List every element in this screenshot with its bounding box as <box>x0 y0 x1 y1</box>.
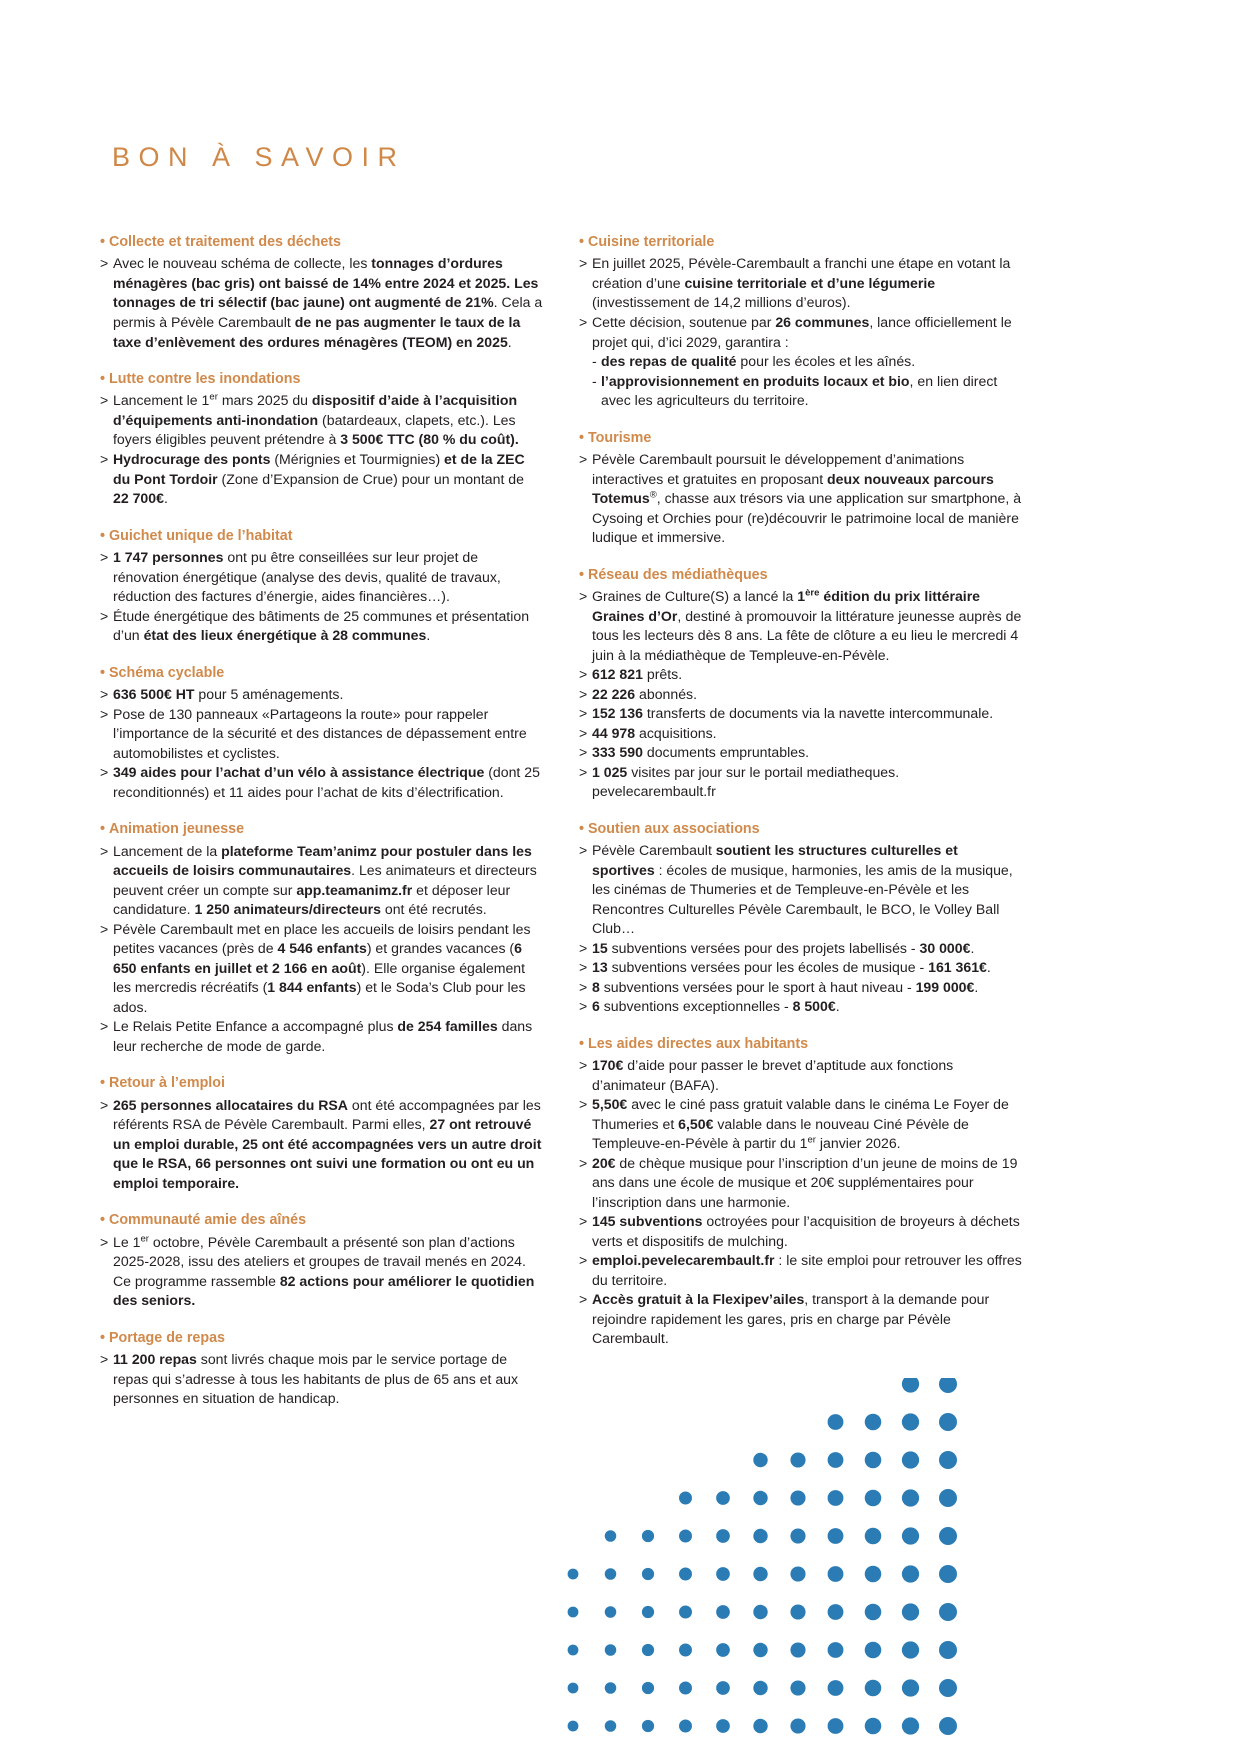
list-item-text: 8 subventions versées pour le sport à haut niveau - 199 000€. <box>592 978 979 995</box>
chevron-right-icon: > <box>100 255 109 272</box>
content-columns <box>100 232 1140 1426</box>
chevron-right-icon: > <box>100 392 109 409</box>
chevron-right-icon: > <box>579 978 588 995</box>
list-item <box>100 1350 543 1409</box>
chevron-right-icon: > <box>579 939 588 956</box>
section-title-text: Guichet unique de l’habitat <box>109 527 293 544</box>
chevron-right-icon: > <box>100 686 109 702</box>
decorative-dot <box>865 1718 882 1735</box>
section-lutte-contre-les-inondations <box>100 369 543 509</box>
list-item <box>100 763 543 802</box>
chevron-right-icon: > <box>579 705 588 722</box>
section-title-text: Collecte et traitement des déchets <box>109 234 342 250</box>
list-item-text: Pévèle Carembault poursuit le développement d’animations interactives et gratuites en proposant deux nouveaux parcours Totemus®, chasse aux trésors via une application sur smartphone, à Cysoing et Orchies pour (re)découvrir le patrimoine local de manière ludique et immersive. <box>592 451 1022 546</box>
right-column <box>579 232 1022 1426</box>
decorative-dot <box>568 1569 579 1580</box>
list-item-text: 152 136 transferts de documents via la navette intercommunale. <box>592 705 994 722</box>
decorative-dot <box>902 1679 919 1696</box>
decorative-dot <box>902 1378 919 1393</box>
decorative-dot <box>902 1603 919 1620</box>
decorative-dot <box>568 1645 579 1656</box>
list-item <box>100 254 543 352</box>
decorative-dot <box>790 1604 805 1619</box>
bullet-dot-icon: • <box>579 429 585 446</box>
section-heading <box>579 1034 1022 1055</box>
decorative-dot <box>679 1720 692 1733</box>
bullet-dot-icon: • <box>579 234 585 250</box>
dash-bullet-icon: - <box>592 372 597 389</box>
list-item-text: 145 subventions octroyées pour l’acquisition de broyeurs à déchets verts et dispositifs de mulching. <box>592 1213 1020 1249</box>
section-heading <box>100 232 543 253</box>
bullet-dot-icon: • <box>579 1035 585 1052</box>
list-item <box>579 665 1022 685</box>
section-tourisme <box>579 428 1022 548</box>
section-heading <box>100 819 543 840</box>
decorative-dot <box>753 1453 767 1467</box>
chevron-right-icon: > <box>579 1213 588 1230</box>
section-heading <box>100 526 543 547</box>
decorative-dot <box>902 1717 919 1734</box>
list-item-text: 636 500€ HT pour 5 aménagements. <box>113 686 344 702</box>
decorative-dot <box>716 1719 730 1733</box>
decorative-dot <box>753 1681 767 1695</box>
list-item-text: Pévèle Carembault met en place les accueils de loisirs pendant les petites vacances (près de 4 546 enfants) et grandes vacances (6 650 enfants en juillet et 2 166 en août). Elle organise également les mercredis récréatifs (1 844 enfants) et le Soda’s Club pour les ados. <box>113 920 531 1015</box>
decorative-dot <box>939 1527 957 1545</box>
list-item <box>100 685 543 705</box>
dot-pattern-svg <box>560 1378 980 1754</box>
chevron-right-icon: > <box>100 548 109 565</box>
chevron-right-icon: > <box>100 764 109 781</box>
list-item <box>579 1095 1022 1154</box>
list-item <box>100 1233 543 1311</box>
list-item-text: 15 subventions versées pour des projets labellisés - 30 000€. <box>592 939 975 956</box>
list-item <box>100 1096 543 1194</box>
section-portage-de-repas <box>100 1328 543 1409</box>
section-guichet-unique-de-l-habitat <box>100 526 543 646</box>
list-item-text: 1 025 visites par jour sur le portail mediatheques. pevelecarembault.fr <box>592 763 900 800</box>
chevron-right-icon: > <box>579 744 588 761</box>
decorative-dot <box>865 1642 882 1659</box>
decorative-dot <box>828 1642 844 1658</box>
decorative-dot <box>902 1565 919 1582</box>
decorative-dot <box>753 1643 767 1657</box>
list-item <box>100 842 543 920</box>
list-item-text: 6 subventions exceptionnelles - 8 500€. <box>592 998 840 1015</box>
decorative-dot <box>753 1567 767 1581</box>
section-title-text: Retour à l’emploi <box>109 1075 225 1092</box>
chevron-right-icon: > <box>579 1096 588 1113</box>
bullet-dot-icon: • <box>100 821 106 838</box>
decorative-dot <box>716 1529 730 1543</box>
section-retour-a-l-emploi <box>100 1073 543 1193</box>
section-title-text: Tourisme <box>588 429 652 446</box>
decorative-dot <box>679 1644 692 1657</box>
list-item <box>579 939 1022 959</box>
chevron-right-icon: > <box>579 763 588 780</box>
sub-list-item-text: des repas de qualité pour les écoles et les aînés. <box>601 353 916 370</box>
section-heading <box>579 428 1022 449</box>
section-title-text: Soutien aux associations <box>588 820 760 837</box>
decorative-dot <box>939 1679 957 1697</box>
list-item-text: 1 747 personnes ont pu être conseillées sur leur projet de rénovation énergétique (analyse des devis, qualité de travaux, réduction des factures d’énergie, aides financières…). <box>113 548 501 605</box>
section-title-text: Cuisine territoriale <box>588 234 715 250</box>
decorative-dot <box>679 1682 692 1695</box>
chevron-right-icon: > <box>100 842 109 859</box>
section-title-text: Schéma cyclable <box>109 664 225 681</box>
decorative-dot <box>679 1530 692 1543</box>
decorative-dot <box>865 1414 882 1431</box>
chevron-right-icon: > <box>100 705 109 722</box>
list-item <box>579 743 1022 763</box>
decorative-dot <box>790 1642 805 1657</box>
decorative-dot <box>902 1527 919 1544</box>
decorative-dot <box>642 1530 654 1542</box>
list-item <box>579 724 1022 744</box>
decorative-dot <box>716 1681 730 1695</box>
decorative-dot <box>605 1682 617 1694</box>
page-title: BON À SAVOIR <box>112 142 406 173</box>
decorative-dot <box>902 1413 919 1430</box>
decorative-dot <box>828 1604 844 1620</box>
chevron-right-icon: > <box>579 1057 588 1074</box>
section-communaute-amie-des-aines <box>100 1210 543 1311</box>
list-item-text: Graines de Culture(S) a lancé la 1ère édition du prix littéraire Graines d’Or, destiné à promouvoir la littérature jeunesse auprès de tous les lecteurs dès 8 ans. La fête de clôture a eu lieu le mercredi 4 juin à la médiathèque de Templeuve-en-Pévèle. <box>592 587 1022 663</box>
list-item <box>579 1212 1022 1251</box>
decorative-dot <box>716 1643 730 1657</box>
chevron-right-icon: > <box>579 1252 588 1269</box>
list-item-text: 612 821 prêts. <box>592 666 683 683</box>
decorative-dot <box>902 1489 919 1506</box>
section-heading <box>100 1073 543 1094</box>
chevron-right-icon: > <box>579 959 588 976</box>
section-cuisine-territoriale <box>579 232 1022 411</box>
chevron-right-icon: > <box>579 588 588 605</box>
bullet-dot-icon: • <box>100 664 106 681</box>
list-item-text: 13 subventions versées pour les écoles de musique - 161 361€. <box>592 959 991 976</box>
list-item-text: 333 590 documents empruntables. <box>592 744 810 761</box>
decorative-dot <box>679 1492 692 1505</box>
section-heading <box>100 1210 543 1231</box>
chevron-right-icon: > <box>579 724 588 741</box>
sub-list-item <box>592 372 1022 411</box>
list-item <box>579 763 1022 802</box>
list-item <box>579 1154 1022 1213</box>
list-item-text: En juillet 2025, Pévèle-Carembault a franchi une étape en votant la création d’une cuisine territoriale et d’une légumerie (investissement de 14,2 millions d’euros). <box>592 255 1011 311</box>
bullet-dot-icon: • <box>100 1075 106 1092</box>
section-heading <box>579 232 1022 253</box>
decorative-dot <box>790 1490 805 1505</box>
section-schema-cyclable <box>100 663 543 803</box>
section-heading <box>100 663 543 684</box>
decorative-dot <box>939 1717 957 1735</box>
section-heading <box>579 565 1022 586</box>
list-item-text: 5,50€ avec le ciné pass gratuit valable dans le cinéma Le Foyer de Thumeries et 6,50€ valable dans le nouveau Ciné Pévèle de Templeuve-en-Pévèle à partir du 1er janvier 2026. <box>592 1096 1009 1152</box>
list-item-text: Avec le nouveau schéma de collecte, les tonnages d’ordures ménagères (bac gris) ont baissé de 14% entre 2024 et 2025. Les tonnages de tri sélectif (bac jaune) ont augmenté de 21%. Cela a permis à Pévèle Carembault de ne pas augmenter le taux de la taxe d’enlèvement des ordures ménagères (TEOM) en 2025. <box>113 255 543 350</box>
left-column <box>100 232 543 1426</box>
decorative-dot <box>642 1644 654 1656</box>
decorative-dot <box>828 1414 844 1430</box>
decorative-dot <box>790 1566 805 1581</box>
chevron-right-icon: > <box>100 607 109 624</box>
section-soutien-aux-associations <box>579 819 1022 1017</box>
bullet-dot-icon: • <box>100 527 106 544</box>
decorative-dot <box>828 1566 844 1582</box>
sub-list-item <box>592 352 1022 372</box>
decorative-dot <box>828 1490 844 1506</box>
section-heading <box>100 1328 543 1349</box>
chevron-right-icon: > <box>100 451 109 467</box>
chevron-right-icon: > <box>579 842 588 859</box>
chevron-right-icon: > <box>100 1018 109 1035</box>
list-item <box>579 587 1022 665</box>
list-item <box>579 704 1022 724</box>
bullet-dot-icon: • <box>100 371 106 388</box>
chevron-right-icon: > <box>100 920 109 937</box>
decorative-dot <box>939 1451 957 1469</box>
bullet-dot-icon: • <box>579 566 585 583</box>
decorative-dot <box>642 1720 654 1732</box>
list-item <box>100 450 543 509</box>
section-title-text: Réseau des médiathèques <box>588 566 768 583</box>
chevron-right-icon: > <box>579 255 588 272</box>
list-item-text: 20€ de chèque musique pour l’inscription d’un jeune de moins de 19 ans dans une école de musique et 20€ supplémentaires pour l’inscription dans une harmonie. <box>592 1154 1018 1210</box>
decorative-dot <box>828 1528 844 1544</box>
decorative-dot <box>828 1680 844 1696</box>
chevron-right-icon: > <box>579 685 588 702</box>
decorative-dot <box>716 1605 730 1619</box>
decorative-dot <box>902 1451 919 1468</box>
decorative-dot <box>828 1718 844 1734</box>
section-animation-jeunesse <box>100 819 543 1056</box>
list-item <box>100 548 543 607</box>
list-item-text: Étude énergétique des bâtiments de 25 communes et présentation d’un état des lieux énergétique à 28 communes. <box>113 607 530 644</box>
list-item-text: 170€ d’aide pour passer le brevet d’aptitude aux fonctions d’animateur (BAFA). <box>592 1057 954 1093</box>
decorative-dot <box>568 1721 579 1732</box>
decorative-dot <box>939 1413 957 1431</box>
list-item-text: Lancement le 1er mars 2025 du dispositif d’aide à l’acquisition d’équipements anti-inondation (batardeaux, clapets, etc.). Les foyers éligibles peuvent prétendre à 3 500€ TTC (80 % du coût). <box>113 391 519 448</box>
decorative-dot <box>865 1680 882 1697</box>
decorative-dot <box>605 1606 617 1618</box>
list-item <box>579 997 1022 1017</box>
list-item <box>579 254 1022 313</box>
list-item-text: Cette décision, soutenue par 26 communes, lance officiellement le projet qui, d’ici 2029, garantira : <box>592 313 1012 350</box>
chevron-right-icon: > <box>579 313 588 330</box>
decorative-dot <box>939 1378 957 1393</box>
decorative-dot <box>642 1568 654 1580</box>
decorative-dot <box>790 1528 805 1543</box>
list-item-text: Accès gratuit à la Flexipev’ailes, transport à la demande pour rejoindre rapidement les gares, pris en charge par Pévèle Carembault. <box>592 1291 990 1347</box>
section-reseau-des-mediatheques <box>579 565 1022 802</box>
dot-pattern-graphic <box>560 1378 980 1754</box>
list-item <box>100 391 543 450</box>
list-item <box>579 958 1022 978</box>
decorative-dot <box>679 1568 692 1581</box>
decorative-dot <box>568 1683 579 1694</box>
decorative-dot <box>902 1641 919 1658</box>
section-collecte-et-traitement-des-dechets <box>100 232 543 352</box>
decorative-dot <box>939 1565 957 1583</box>
list-item-text: emploi.pevelecarembault.fr : le site emploi pour retrouver les offres du territoire. <box>592 1252 1022 1288</box>
decorative-dot <box>716 1491 730 1505</box>
decorative-dot <box>753 1529 767 1543</box>
list-item <box>579 313 1022 352</box>
decorative-dot <box>605 1568 617 1580</box>
list-item <box>100 607 543 646</box>
section-heading <box>579 819 1022 840</box>
chevron-right-icon: > <box>579 666 588 683</box>
list-item-text: Pévèle Carembault soutient les structures culturelles et sportives : écoles de musique, harmonies, les amis de la musique, les cinémas de Thumeries et de Templeuve-en-Pévèle et les Rencontres Culturelles Pévèle Carembault, le BCO, le Volley Ball Club… <box>592 842 1013 937</box>
list-item <box>579 1290 1022 1349</box>
section-title-text: Communauté amie des aînés <box>109 1212 307 1229</box>
decorative-dot <box>939 1641 957 1659</box>
decorative-dot <box>605 1720 617 1732</box>
bullet-dot-icon: • <box>100 1329 106 1346</box>
section-heading <box>100 369 543 390</box>
list-item-text: Le 1er octobre, Pévèle Carembault a présenté son plan d’actions 2025-2028, issu des ateliers et groupes de travail menés en 2024. Ce programme rassemble 82 actions pour améliorer le quotidien des seniors. <box>113 1232 535 1309</box>
list-item-text: Lancement de la plateforme Team’animz pour postuler dans les accueils de loisirs communautaires. Les animateurs et directeurs peuvent créer un compte sur app.teamanimz.fr et déposer leur candidature. 1 250 animateurs/directeurs ont été recrutés. <box>113 842 537 918</box>
decorative-dot <box>605 1530 617 1542</box>
decorative-dot <box>865 1566 882 1583</box>
list-item <box>100 705 543 764</box>
dash-bullet-icon: - <box>592 353 597 370</box>
chevron-right-icon: > <box>100 1233 109 1250</box>
list-item <box>579 1056 1022 1095</box>
decorative-dot <box>939 1603 957 1621</box>
decorative-dot <box>716 1567 730 1581</box>
bullet-dot-icon: • <box>100 234 106 250</box>
chevron-right-icon: > <box>579 1154 588 1171</box>
decorative-dot <box>568 1607 579 1618</box>
decorative-dot <box>790 1680 805 1695</box>
decorative-dot <box>605 1644 617 1656</box>
decorative-dot <box>865 1452 882 1469</box>
chevron-right-icon: > <box>579 998 588 1015</box>
chevron-right-icon: > <box>579 1291 588 1308</box>
decorative-dot <box>642 1606 654 1618</box>
decorative-dot <box>865 1528 882 1545</box>
decorative-dot <box>828 1452 844 1468</box>
list-item <box>579 978 1022 998</box>
list-item <box>100 1017 543 1056</box>
decorative-dot <box>679 1606 692 1619</box>
decorative-dot <box>865 1490 882 1507</box>
decorative-dot <box>753 1605 767 1619</box>
chevron-right-icon: > <box>579 451 588 467</box>
list-item <box>579 841 1022 939</box>
list-item-text: Pose de 130 panneaux «Partageons la route» pour rappeler l’importance de la sécurité et des distances de dépassement entre automobilistes et cyclistes. <box>113 705 527 761</box>
decorative-dot <box>642 1682 654 1694</box>
list-item-text: 22 226 abonnés. <box>592 685 698 702</box>
decorative-dot <box>753 1491 767 1505</box>
list-item-text: 44 978 acquisitions. <box>592 724 717 741</box>
section-title-text: Les aides directes aux habitants <box>588 1035 809 1052</box>
bullet-dot-icon: • <box>579 820 585 837</box>
decorative-dot <box>790 1452 805 1467</box>
list-item <box>579 685 1022 705</box>
list-item-text: 11 200 repas sont livrés chaque mois par le service portage de repas qui s’adresse à tous les habitants de plus de 65 ans et aux personnes en situation de handicap. <box>113 1351 519 1407</box>
decorative-dot <box>753 1719 767 1733</box>
list-item <box>100 920 543 1018</box>
section-title-text: Animation jeunesse <box>109 821 245 838</box>
chevron-right-icon: > <box>100 1096 109 1113</box>
list-item-text: Hydrocurage des ponts (Mérignies et Tourmignies) et de la ZEC du Pont Tordoir (Zone d’Expansion de Crue) pour un montant de 22 700€. <box>113 451 525 507</box>
list-item <box>579 450 1022 548</box>
decorative-dot <box>865 1604 882 1621</box>
section-les-aides-directes-aux-habitants <box>579 1034 1022 1349</box>
section-title-text: Portage de repas <box>109 1329 226 1346</box>
list-item-text: 265 personnes allocataires du RSA ont été accompagnées par les référents RSA de Pévèle Carembault. Parmi elles, 27 ont retrouvé un emploi durable, 25 ont été accompagnées vers un autre droit que le RSA, 66 personnes ont suivi une formation ou ont eu un emploi temporaire. <box>113 1096 542 1191</box>
decorative-dot <box>790 1718 805 1733</box>
section-title-text: Lutte contre les inondations <box>109 371 301 388</box>
list-item <box>579 1251 1022 1290</box>
sub-list-item-text: l’approvisionnement en produits locaux et bio, en lien direct avec les agriculteurs du territoire. <box>601 372 998 409</box>
bullet-dot-icon: • <box>100 1212 106 1229</box>
list-item-text: Le Relais Petite Enfance a accompagné plus de 254 familles dans leur recherche de mode de garde. <box>113 1018 533 1054</box>
chevron-right-icon: > <box>100 1351 109 1368</box>
decorative-dot <box>939 1489 957 1507</box>
list-item-text: 349 aides pour l’achat d’un vélo à assistance électrique (dont 25 reconditionnés) et 11 aides pour l’achat de kits d’électrification. <box>113 764 540 800</box>
